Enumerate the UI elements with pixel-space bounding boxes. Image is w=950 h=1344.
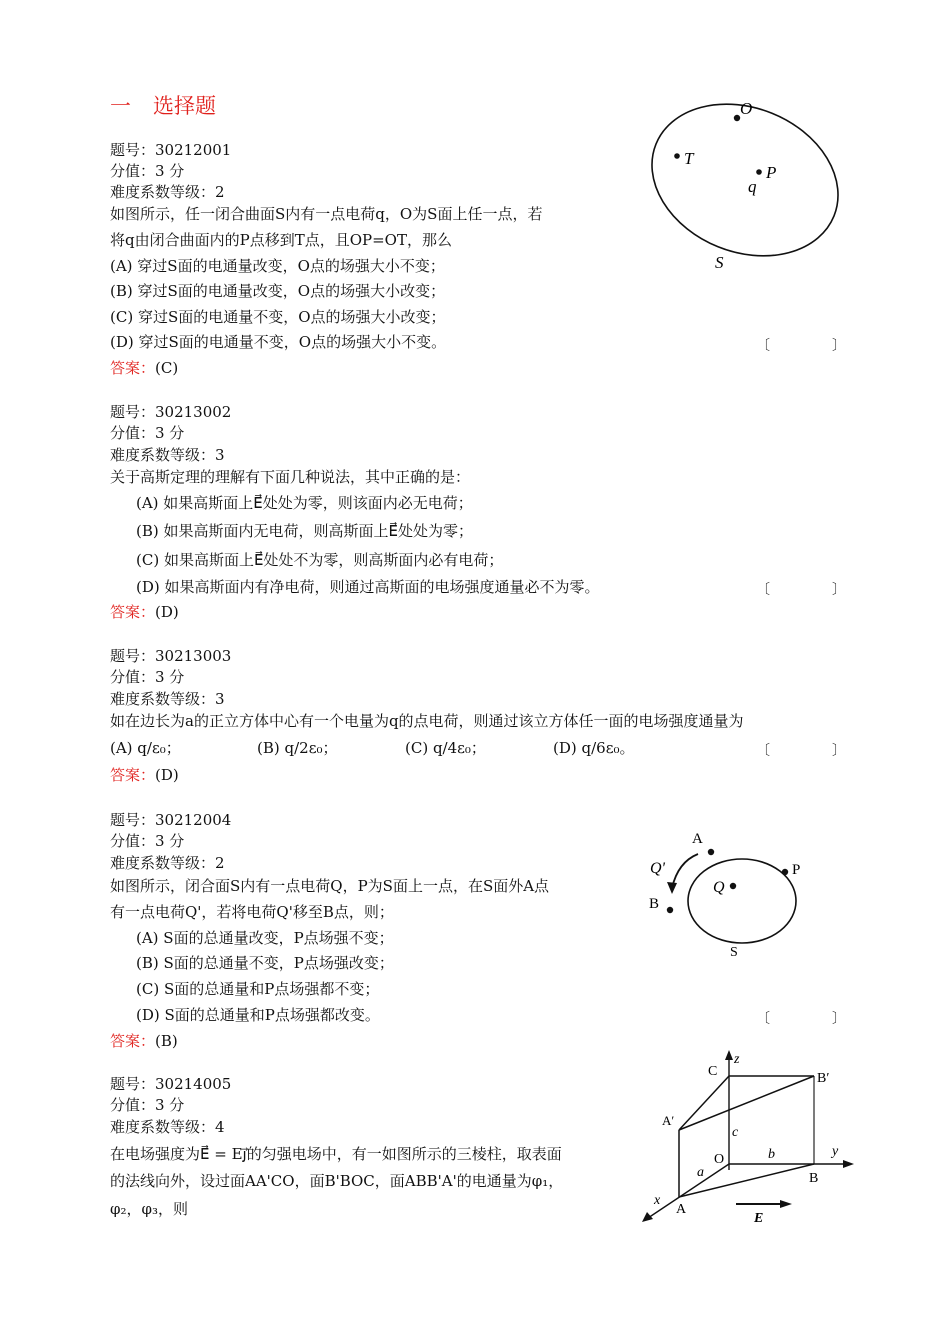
q4-figure	[640, 826, 820, 960]
q1-score: 分值：3 分	[110, 162, 185, 180]
label-p: P	[792, 862, 801, 878]
q4-score: 分值：3 分	[110, 832, 185, 850]
label-e: E	[754, 1211, 764, 1226]
q3-option-b: (B) q/2ε₀；	[257, 739, 338, 757]
q1-option-d: (D) 穿过S面的电通量不变，O点的场强大小不变。	[110, 333, 447, 351]
answer-value: (B)	[155, 1032, 178, 1050]
label-z: z	[734, 1052, 740, 1067]
q4-option-d: (D) S面的总通量和P点场强都改变。	[136, 1006, 380, 1024]
label-s: S	[730, 945, 738, 960]
label-c-len: c	[732, 1125, 739, 1140]
paren-open: 〔	[756, 1011, 770, 1027]
q3-answer	[110, 765, 179, 786]
q2-difficulty: 难度系数等级：3	[110, 446, 225, 464]
q3-answer-blank	[756, 740, 846, 760]
q4-option-a: (A) S面的总通量改变，P点场强不变；	[136, 929, 394, 947]
label-s: S	[715, 253, 724, 272]
label-q-prime: Q'	[650, 860, 665, 877]
paren-open: 〔	[756, 743, 770, 759]
answer-label: 答案：	[110, 766, 156, 784]
section-number: 一	[110, 94, 131, 118]
label-y: y	[832, 1144, 839, 1159]
e-field-arrow-head	[780, 1200, 792, 1208]
paren-open: 〔	[756, 582, 770, 598]
x-axis-arrow	[642, 1212, 653, 1222]
label-x: x	[654, 1193, 661, 1208]
q3-stem: 如在边长为a的正立方体中心有一个电量为q的点电荷，则通过该立方体任一面的电场强度通量为	[110, 712, 744, 730]
q2-answer-blank	[756, 579, 846, 599]
q2-option-b: (B) 如果高斯面内无电荷，则高斯面上E⃗处处为零；	[136, 522, 473, 540]
q1-option-b: (B) 穿过S面的电通量改变，O点的场强大小改变；	[110, 282, 446, 300]
q3-difficulty: 难度系数等级：3	[110, 690, 225, 708]
label-b-prime: B′	[817, 1071, 830, 1086]
point-q	[730, 883, 736, 889]
q4-difficulty: 难度系数等级：2	[110, 854, 225, 872]
q1-id: 题号：30212001	[110, 141, 232, 159]
label-a: A	[692, 831, 703, 847]
q3-score: 分值：3 分	[110, 668, 185, 686]
q5-figure	[636, 1042, 860, 1226]
answer-value: (D)	[155, 603, 179, 621]
answer-label: 答案：	[110, 359, 156, 377]
label-c: C	[708, 1064, 718, 1079]
label-a-len: a	[697, 1165, 704, 1180]
q2-option-d: (D) 如果高斯面内有净电荷，则通过高斯面的电场强度通量必不为零。	[136, 578, 600, 596]
q5-stem-line2: 的法线向外，设过面AA'CO，面B'BOC，面ABB'A'的电通量为φ₁，	[110, 1172, 564, 1190]
label-b: B	[809, 1171, 819, 1186]
closed-surface-s	[688, 859, 796, 943]
paren-open: 〔	[756, 338, 770, 354]
answer-value: (D)	[155, 766, 179, 784]
q1-difficulty: 难度系数等级：2	[110, 183, 225, 201]
y-axis-arrow	[843, 1160, 854, 1168]
q4-option-c: (C) S面的总通量和P点场强都不变；	[136, 980, 380, 998]
edge-aprime-c	[679, 1076, 729, 1130]
closed-surface-s	[640, 92, 850, 272]
q4-stem-line1: 如图所示，闭合面S内有一点电荷Q，P为S面上一点，在S面外A点	[110, 877, 550, 895]
q4-id: 题号：30212004	[110, 811, 232, 829]
q1-figure	[640, 92, 850, 272]
q5-stem-line3: φ₂，φ₃，则	[110, 1200, 189, 1218]
label-a: A	[676, 1202, 687, 1217]
q5-stem-line1: 在电场强度为E⃗ = Ej⃗的匀强电场中，有一如图所示的三棱柱，取表面	[110, 1145, 562, 1163]
q1-option-c: (C) 穿过S面的电通量不变，O点的场强大小改变；	[110, 308, 446, 326]
q5-score: 分值：3 分	[110, 1096, 185, 1114]
q5-id: 题号：30214005	[110, 1075, 232, 1093]
label-o: O	[714, 1152, 725, 1167]
q2-option-c: (C) 如果高斯面上E⃗处处不为零，则高斯面内必有电荷；	[136, 551, 504, 569]
paren-close: 〕	[832, 1011, 846, 1027]
label-b-len: b	[768, 1147, 775, 1162]
paren-close: 〕	[832, 338, 846, 354]
q2-stem: 关于高斯定理的理解有下面几种说法，其中正确的是：	[110, 468, 471, 486]
q1-answer	[110, 358, 178, 379]
q1-stem-line1: 如图所示，任一闭合曲面S内有一点电荷q，O为S面上任一点，若	[110, 205, 543, 223]
paren-close: 〕	[832, 743, 846, 759]
q3-option-a: (A) q/ε₀；	[110, 739, 181, 757]
point-a	[708, 849, 714, 855]
q4-option-b: (B) S面的总通量不变，P点场强改变；	[136, 954, 394, 972]
q3-option-c: (C) q/4ε₀；	[405, 739, 486, 757]
point-p	[756, 169, 762, 175]
q3-option-d: (D) q/6ε₀。	[553, 739, 635, 757]
q1-answer-blank	[756, 335, 846, 355]
point-b	[667, 907, 673, 913]
answer-value: (C)	[155, 359, 179, 377]
q4-stem-line2: 有一点电荷Q'，若将电荷Q'移至B点，则；	[110, 903, 394, 921]
move-arrow-head	[667, 882, 677, 894]
q5-difficulty: 难度系数等级：4	[110, 1118, 225, 1136]
label-q: q	[748, 177, 757, 196]
q1-stem-line2: 将q由闭合曲面内的P点移到T点，且OP=OT，那么	[110, 231, 452, 249]
z-axis-arrow	[725, 1050, 733, 1060]
q4-answer	[110, 1031, 178, 1052]
section-heading	[110, 90, 216, 120]
point-t	[674, 153, 680, 159]
label-a-prime: A′	[662, 1113, 675, 1128]
paren-close: 〕	[832, 582, 846, 598]
section-title: 选择题	[153, 94, 216, 118]
q1-option-a: (A) 穿过S面的电通量改变，O点的场强大小不变；	[110, 257, 445, 275]
q2-id: 题号：30213002	[110, 403, 232, 421]
answer-label: 答案：	[110, 1032, 156, 1050]
point-p	[782, 869, 788, 875]
label-p: P	[766, 163, 777, 182]
label-q: Q	[713, 879, 725, 896]
answer-label: 答案：	[110, 603, 156, 621]
q4-answer-blank	[756, 1008, 846, 1028]
q2-score: 分值：3 分	[110, 424, 185, 442]
x-axis	[648, 1164, 729, 1218]
q3-id: 题号：30213003	[110, 647, 232, 665]
label-t: T	[684, 149, 694, 168]
q2-answer	[110, 602, 179, 623]
label-o: O	[740, 99, 753, 118]
q2-option-a: (A) 如果高斯面上E⃗处处为零，则该面内必无电荷；	[136, 494, 473, 512]
edge-aprime-bprime	[679, 1076, 814, 1130]
label-b: B	[649, 896, 660, 912]
